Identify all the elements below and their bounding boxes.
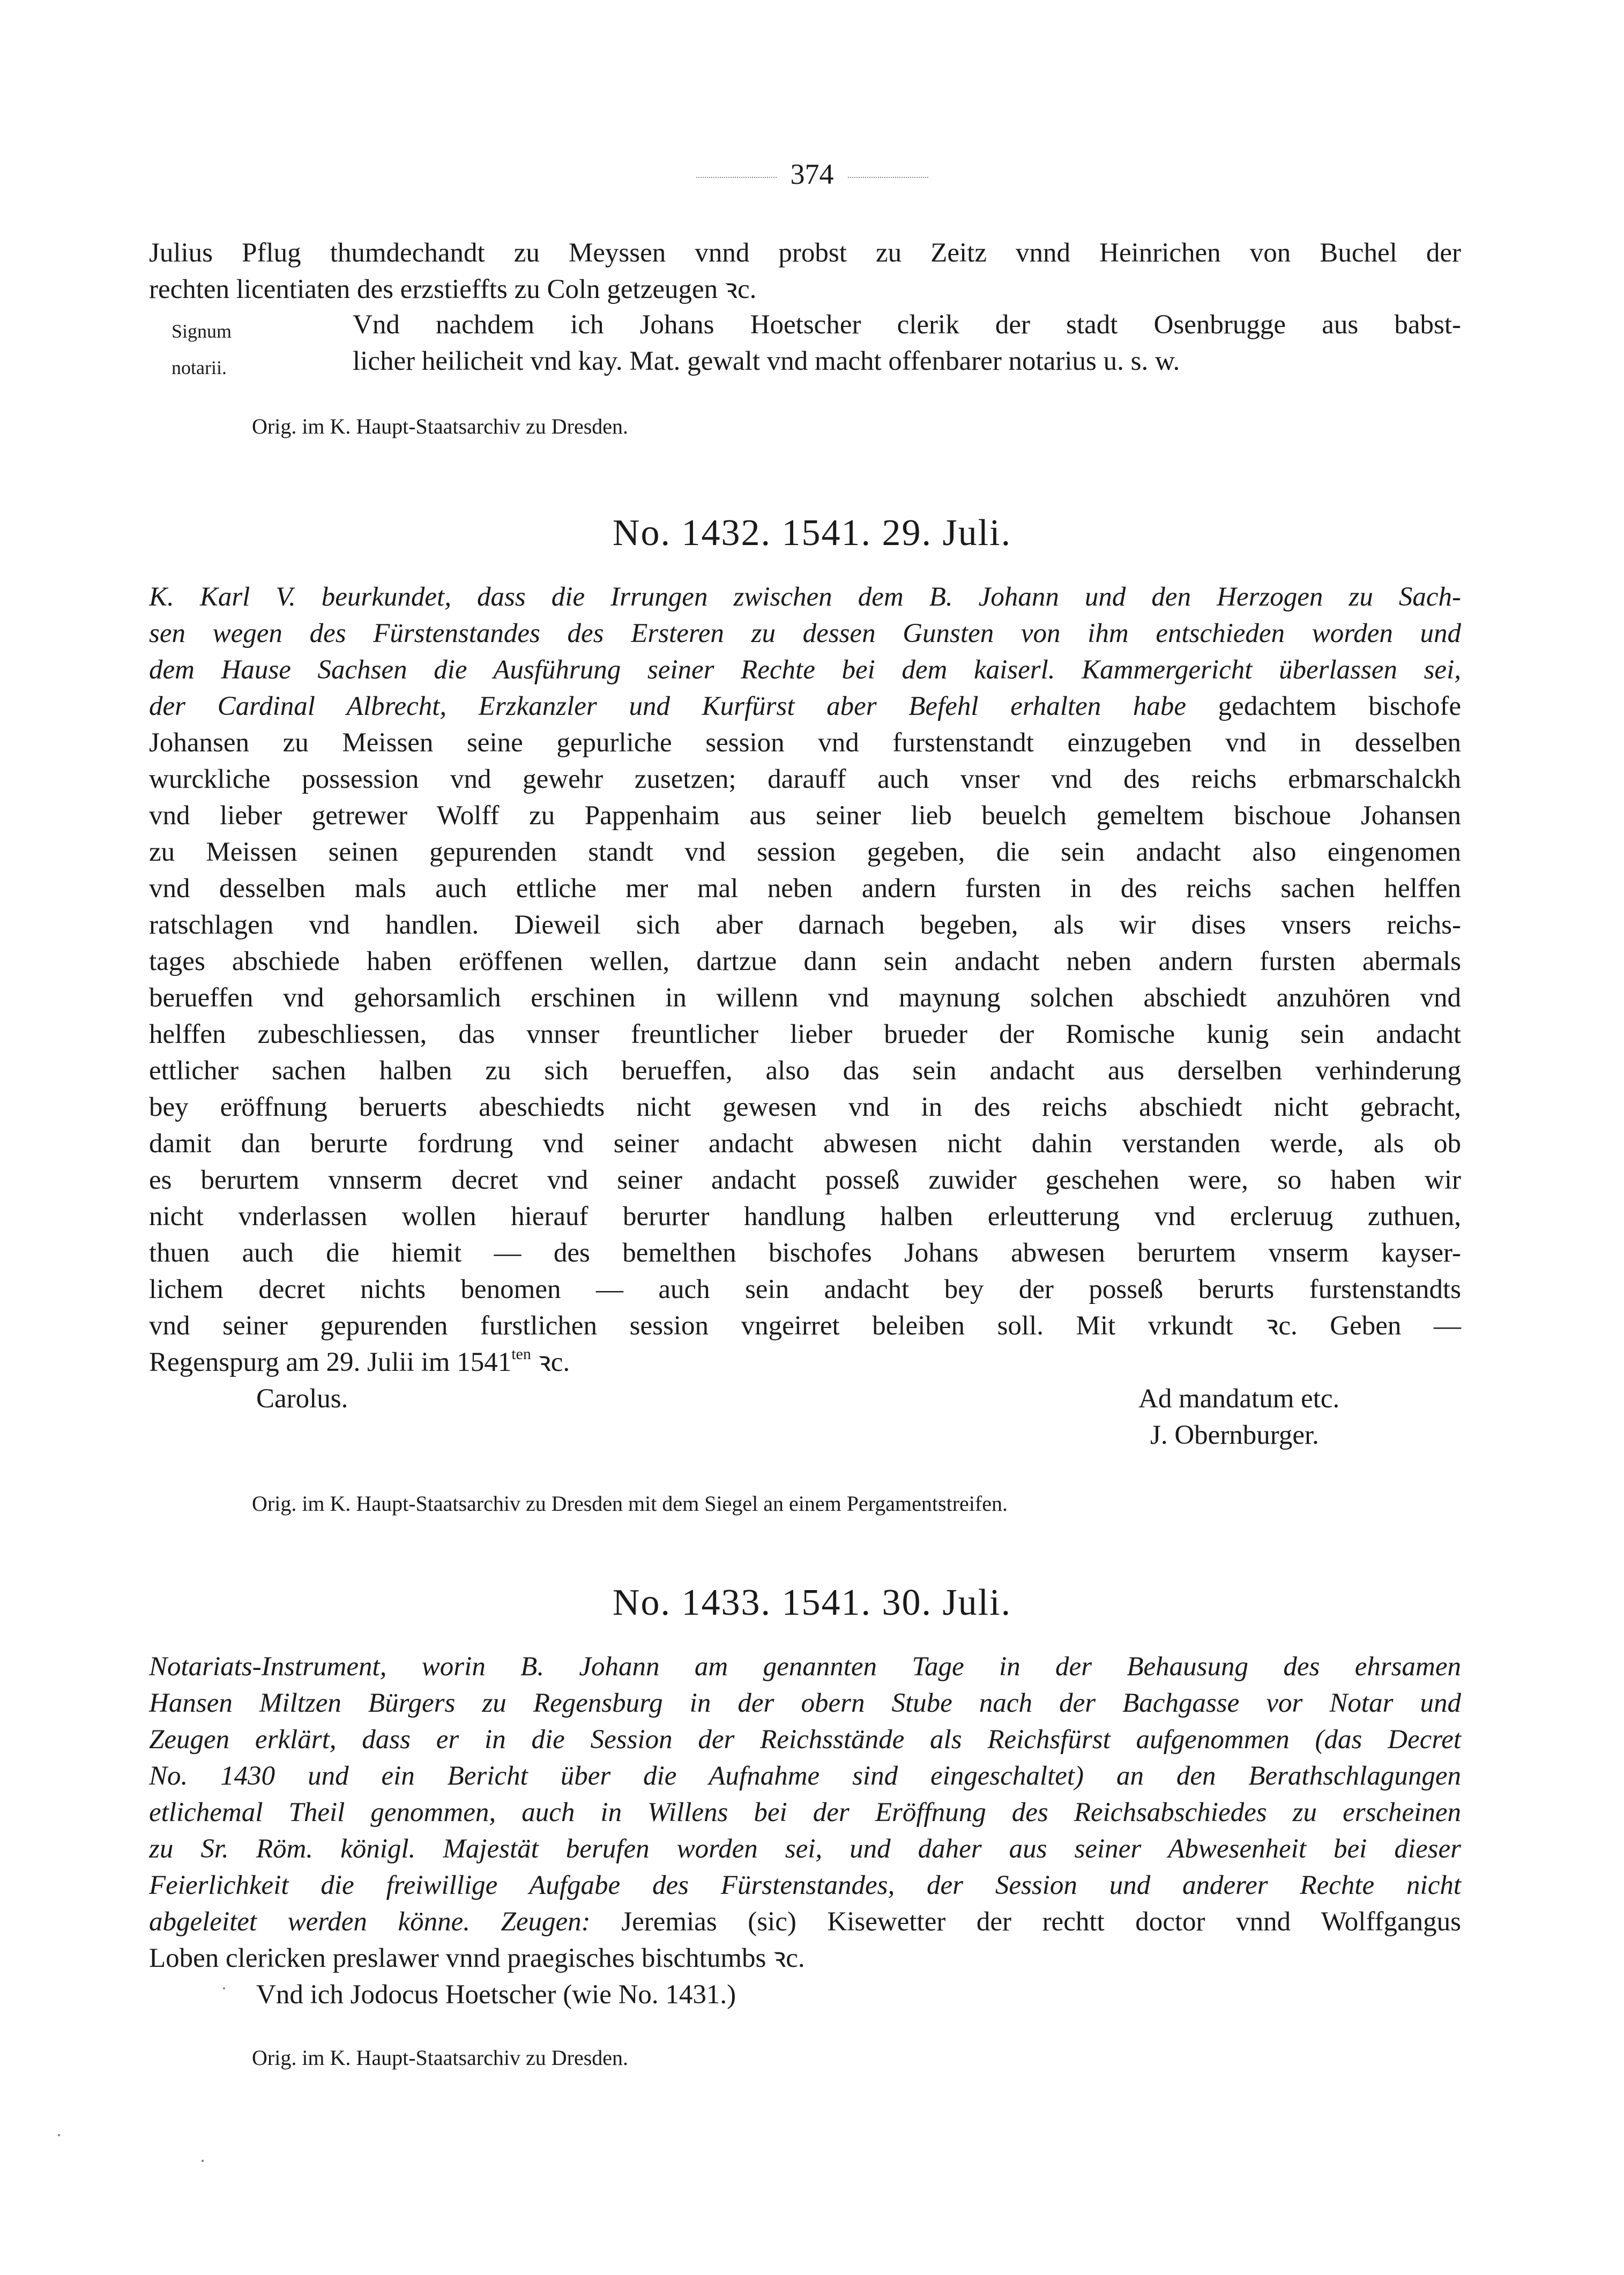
text-line: bey eröffnung beruerts abeschiedts nicht gewesen vnd in des reichs abschiedt nicht gebracht, bbox=[149, 1092, 1461, 1122]
summary-line: zu Sr. Röm. königl. Majestät berufen worden sei, und daher aus seiner Abwesenheit bei dieser bbox=[149, 1834, 1461, 1864]
summary-line: dem Hause Sachsen die Ausführung seiner Rechte bei dem kaiserl. Kammergericht überlassen sei, bbox=[149, 655, 1461, 685]
text-fragment: gedachtem bischofe bbox=[1186, 691, 1461, 721]
continuation-text bbox=[149, 235, 1461, 308]
source-note: Orig. im K. Haupt-Staatsarchiv zu Dresden. bbox=[252, 414, 629, 438]
document-body-1433 bbox=[149, 1649, 1461, 1976]
text-line: thuen auch die hiemit — des bemelthen bischofes Johans abwesen berurtem vnserm kayser- bbox=[149, 1238, 1461, 1268]
scan-speck bbox=[223, 1987, 225, 1989]
text-line: damit dan berurte fordrung vnd seiner andacht abwesen nicht dahin verstanden werde, als ob bbox=[149, 1129, 1461, 1159]
text-fragment: Jeremias (sic) Kisewetter der rechtt doctor vnnd Wolffgangus bbox=[590, 1907, 1461, 1937]
text-fragment: ꝛc. bbox=[531, 1347, 570, 1377]
document-body-1432 bbox=[149, 579, 1461, 1381]
header-rule-left bbox=[696, 177, 777, 178]
notarii-label: notarii. bbox=[172, 357, 227, 378]
signer-right-line-1: Ad mandatum etc. bbox=[1138, 1384, 1340, 1414]
text-line: vnd desselben mals auch ettliche mer mal neben andern fursten in des reichs sachen helffen bbox=[149, 874, 1461, 904]
text-line: es berurtem vnnserm decret vnd seiner andacht posseß zuwider geschehen were, so haben wir bbox=[149, 1165, 1461, 1195]
text-line: ratschlagen vnd handlen. Dieweil sich aber darnach begeben, als wir dises vnsers reichs- bbox=[149, 910, 1461, 940]
document-title-1433: No. 1433. 1541. 30. Juli. bbox=[612, 1582, 1012, 1623]
scan-speck bbox=[58, 2134, 60, 2136]
summary-line: etlichemal Theil genommen, auch in Willens bei der Eröffnung des Reichsabschiedes zu erscheinen bbox=[149, 1797, 1461, 1828]
text-line: berueffen vnd gehorsamlich erschinen in willenn vnd maynung solchen abschiedt anzuhören vnd bbox=[149, 983, 1461, 1013]
text-line: Julius Pflug thumdechandt zu Meyssen vnnd probst zu Zeitz vnnd Heinrichen von Buchel der bbox=[149, 238, 1461, 268]
header-rule-right bbox=[848, 177, 928, 178]
mixed-line bbox=[149, 688, 1461, 725]
text-line: rechten licentiaten des erzstieffts zu Coln getzeugen ꝛc. bbox=[149, 274, 757, 304]
page-header bbox=[643, 155, 981, 193]
summary-line: sen wegen des Fürstenstandes des Ersteren zu dessen Gunsten von ihm entschieden worden und bbox=[149, 618, 1461, 648]
text-line: Loben clericken preslawer vnnd praegisches bischtumbs ꝛc. bbox=[149, 1943, 805, 1973]
text-line: tages abschiede haben eröffenen wellen, dartzue dann sein andacht neben andern fursten abermals bbox=[149, 946, 1461, 976]
signature-block-1432 bbox=[149, 1381, 1461, 1456]
text-line: lichem decret nichts benomen — auch sein andacht bey der posseß berurts furstenstandts bbox=[149, 1274, 1461, 1304]
text-fragment: Regenspurg am 29. Julii im 1541 bbox=[149, 1347, 512, 1377]
text-line: zu Meissen seinen gepurenden standt vnd session gegeben, die sein andacht also eingenomen bbox=[149, 837, 1461, 867]
mixed-line bbox=[149, 1904, 1461, 1940]
source-note-1432: Orig. im K. Haupt-Staatsarchiv zu Dresden mit dem Siegel an einem Pergamentstreifen. bbox=[252, 1491, 1008, 1516]
summary-line: Feierlichkeit die freiwillige Aufgabe des Fürstenstandes, der Session und anderer Rechte nicht bbox=[149, 1870, 1461, 1900]
summary-line: K. Karl V. beurkundet, dass die Irrungen zwischen dem B. Johann und den Herzogen zu Sach- bbox=[149, 582, 1461, 612]
source-note-1433: Orig. im K. Haupt-Staatsarchiv zu Dresden. bbox=[252, 2046, 629, 2070]
signer-left: Carolus. bbox=[256, 1384, 348, 1414]
summary-line: Zeugen erklärt, dass er in die Session der Reichsstände als Reichsfürst aufgenommen (das Decret bbox=[149, 1725, 1461, 1755]
text-line: vnd seiner gepurenden furstlichen session vngeirret beleiben soll. Mit vrkundt ꝛc. Geben — bbox=[149, 1311, 1461, 1341]
text-line: Johansen zu Meissen seine gepurliche session vnd furstenstandt einzugeben vnd in desselben bbox=[149, 728, 1461, 758]
superscript: ten bbox=[511, 1345, 531, 1363]
text-line: nicht vnderlassen wollen hierauf berurter handlung halben erleutterung vnd ercleruug zuthuen, bbox=[149, 1202, 1461, 1232]
signum-label: Signum bbox=[172, 320, 232, 342]
text-line: Vnd nachdem ich Johans Hoetscher clerik der stadt Osenbrugge aus babst- bbox=[353, 310, 1461, 340]
summary-line: Hansen Miltzen Bürgers zu Regensburg in der obern Stube nach der Bachgasse vor Notar und bbox=[149, 1688, 1461, 1718]
text-line: ettlicher sachen halben zu sich berueffen, also das sein andacht aus derselben verhinderung bbox=[149, 1056, 1461, 1086]
summary-fragment: der Cardinal Albrecht, Erzkanzler und Kurfürst aber Befehl erhalten habe bbox=[149, 691, 1187, 721]
final-line bbox=[149, 1344, 1461, 1381]
page-number: 374 bbox=[790, 158, 834, 190]
signer-right-line-2: J. Obernburger. bbox=[1150, 1420, 1319, 1450]
signum-text bbox=[353, 307, 1461, 379]
text-line: helffen zubeschliessen, das vnnser freuntlicher lieber brueder der Romische kunig sein andacht bbox=[149, 1019, 1461, 1049]
scan-speck bbox=[202, 2160, 204, 2162]
summary-line: Notariats-Instrument, worin B. Johann am genannten Tage in der Behausung des ehrsamen bbox=[149, 1652, 1461, 1682]
document-title-1432: No. 1432. 1541. 29. Juli. bbox=[612, 512, 1012, 554]
summary-fragment: abgeleitet werden könne. Zeugen: bbox=[149, 1907, 591, 1937]
text-line: wurckliche possession vnd gewehr zusetzen; darauff auch vnser vnd des reichs erbmarschalckh bbox=[149, 764, 1461, 794]
text-line: licher heilicheit vnd kay. Mat. gewalt vnd macht offenbarer notarius u. s. w. bbox=[353, 346, 1180, 376]
closing-line-1433: Vnd ich Jodocus Hoetscher (wie No. 1431.) bbox=[256, 1980, 736, 2010]
text-line: vnd lieber getrewer Wolff zu Pappenhaim aus seiner lieb beuelch gemeltem bischoue Johansen bbox=[149, 801, 1461, 831]
summary-line: No. 1430 und ein Bericht über die Aufnahme sind eingeschaltet) an den Berathschlagungen bbox=[149, 1761, 1461, 1791]
